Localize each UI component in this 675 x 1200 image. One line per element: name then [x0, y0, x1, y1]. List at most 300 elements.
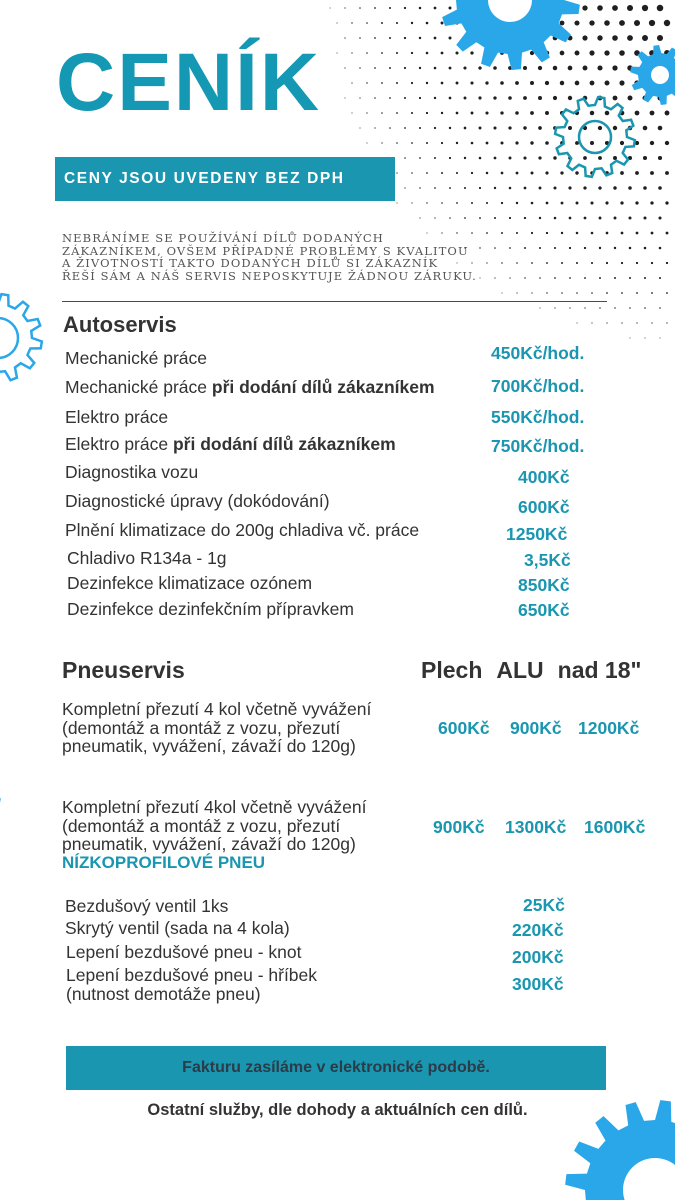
halftone-dot: [665, 171, 669, 175]
halftone-dot: [621, 322, 622, 323]
halftone-dot: [464, 127, 467, 130]
halftone-dot: [396, 82, 398, 84]
halftone-dot: [659, 277, 661, 279]
halftone-dot: [612, 35, 618, 41]
halftone-dot: [434, 217, 435, 218]
halftone-dot: [426, 82, 428, 84]
halftone-dot: [419, 67, 421, 69]
service-label: Mechanické práce: [65, 348, 208, 368]
divider: [62, 301, 607, 302]
halftone-dot: [389, 67, 391, 69]
halftone-dot: [479, 127, 482, 130]
halftone-dot: [524, 187, 527, 190]
halftone-dot: [381, 52, 383, 54]
halftone-dot: [411, 52, 413, 54]
halftone-dot: [629, 247, 632, 250]
halftone-dot: [554, 307, 555, 308]
halftone-dot: [636, 322, 637, 323]
halftone-dot: [456, 142, 458, 144]
halftone-dot: [643, 156, 647, 160]
halftone-dot: [404, 67, 406, 69]
halftone-dot: [614, 277, 616, 279]
halftone-dot: [642, 5, 648, 11]
halftone-dot: [621, 292, 623, 294]
gear-icon: [430, 0, 590, 80]
halftone-dot: [515, 111, 519, 115]
halftone-dot: [619, 20, 625, 26]
halftone-dot: [530, 111, 534, 115]
halftone-dot: [419, 157, 421, 159]
halftone-dot: [630, 338, 631, 339]
service-label: Mechanické práce při dodání dílů zákazníkem: [65, 377, 435, 397]
service-price: 450Kč/hod.: [491, 343, 585, 363]
disclaimer-line: NEBRÁNÍME SE POUŽÍVÁNÍ DÍLŮ DODANÝCH: [62, 231, 384, 245]
halftone-dot: [396, 172, 397, 173]
halftone-dot: [649, 20, 655, 26]
halftone-dot: [411, 172, 413, 174]
halftone-dot: [629, 277, 631, 279]
halftone-dot: [329, 7, 330, 8]
halftone-dot: [359, 37, 360, 38]
halftone-dot: [464, 97, 467, 100]
halftone-dot: [591, 232, 594, 235]
halftone-dot: [665, 201, 668, 204]
halftone-dot: [478, 96, 481, 99]
halftone-dot: [344, 37, 345, 38]
halftone-dot: [501, 172, 504, 175]
halftone-dot: [493, 126, 496, 129]
halftone-dot: [426, 142, 428, 144]
halftone-dot: [658, 216, 661, 219]
halftone-dot: [546, 262, 548, 264]
column-header-nad-18: nad 18": [557, 657, 642, 683]
halftone-dot: [426, 172, 428, 174]
halftone-dot: [659, 247, 662, 250]
halftone-dot: [404, 157, 406, 159]
halftone-dot: [650, 201, 653, 204]
halftone-dot: [434, 127, 436, 129]
tyre-package-description: [62, 798, 366, 872]
halftone-dot: [404, 7, 406, 9]
halftone-dot: [531, 172, 534, 175]
halftone-dot: [666, 262, 668, 264]
description-line: pneumatik, vyvážení, závaží do 120g): [62, 736, 356, 756]
halftone-dot: [644, 277, 646, 279]
extra-label: Bezdušový ventil 1ks: [65, 896, 229, 916]
halftone-dot: [494, 157, 497, 160]
halftone-dot: [597, 65, 602, 70]
halftone-dot: [575, 81, 580, 86]
halftone-dot: [666, 322, 667, 323]
halftone-dot: [658, 186, 662, 190]
halftone-dot: [500, 81, 504, 85]
halftone-dot: [515, 141, 518, 144]
halftone-dot: [589, 20, 594, 25]
halftone-dot: [389, 127, 391, 129]
halftone-dot: [396, 52, 398, 54]
halftone-dot: [620, 201, 623, 204]
halftone-dot: [515, 81, 519, 85]
halftone-dot: [366, 112, 367, 113]
halftone-dot: [485, 81, 488, 84]
halftone-dot: [516, 202, 518, 204]
halftone-dot: [411, 82, 413, 84]
halftone-dot: [644, 247, 647, 250]
halftone-dot: [569, 307, 570, 308]
halftone-dot: [644, 307, 646, 309]
halftone-dot: [470, 81, 473, 84]
halftone-dot: [591, 262, 593, 264]
price-alu: 1300Kč: [505, 817, 567, 837]
halftone-dot: [643, 126, 648, 131]
halftone-dot: [561, 292, 562, 293]
service-price: 550Kč/hod.: [491, 407, 585, 427]
halftone-dot: [441, 142, 443, 144]
halftone-dot: [561, 232, 563, 234]
halftone-dot: [479, 157, 482, 160]
halftone-dot: [411, 202, 412, 203]
halftone-dot: [500, 111, 503, 114]
halftone-dot: [404, 97, 406, 99]
halftone-dot: [666, 292, 668, 294]
halftone-dot: [619, 50, 625, 56]
halftone-dot: [351, 22, 352, 23]
halftone-dot: [389, 7, 391, 9]
halftone-dot: [538, 96, 542, 100]
halftone-dot: [344, 67, 345, 68]
disclaimer-line: ŘEŠÍ SÁM A NÁŠ SERVIS NEPOSKYTUJE ŽÁDNOU ZÁRUKU.: [62, 268, 477, 283]
halftone-dot: [605, 81, 610, 86]
halftone-dot: [456, 172, 458, 174]
halftone-dot: [344, 7, 345, 8]
halftone-dot: [614, 217, 617, 220]
halftone-dot: [538, 156, 541, 159]
halftone-dot: [569, 247, 571, 249]
halftone-dot: [589, 50, 594, 55]
halftone-dot: [560, 81, 564, 85]
halftone-dot: [397, 203, 398, 204]
halftone-dot: [576, 322, 577, 323]
halftone-dot: [351, 82, 352, 83]
halftone-dot: [471, 142, 474, 145]
halftone-dot: [531, 202, 534, 205]
service-label: Elektro práce při dodání dílů zákazníkem: [65, 434, 396, 454]
halftone-dot: [658, 156, 662, 160]
halftone-dot: [590, 81, 595, 86]
halftone-dot: [523, 96, 527, 100]
halftone-dot: [359, 67, 360, 68]
halftone-dot: [351, 52, 352, 53]
halftone-dot: [449, 157, 451, 159]
halftone-dot: [650, 171, 654, 175]
service-price: 750Kč/hod.: [491, 436, 585, 456]
halftone-dot: [374, 97, 376, 99]
halftone-dot: [599, 247, 601, 249]
halftone-dot: [628, 186, 632, 190]
halftone-dot: [597, 5, 603, 11]
halftone-dot: [629, 307, 631, 309]
halftone-dot: [494, 217, 496, 219]
halftone-dot: [389, 97, 391, 99]
service-label: Dezinfekce dezinfekčním přípravkem: [67, 599, 354, 619]
invoice-banner: Fakturu zasíláme v elektronické podobě.: [66, 1046, 606, 1090]
halftone-dot: [606, 292, 608, 294]
halftone-dot: [523, 126, 526, 129]
halftone-dot: [583, 186, 586, 189]
description-line: Kompletní přezutí 4kol včetně vyvážení: [62, 797, 367, 817]
halftone-dot: [614, 247, 616, 249]
halftone-dot: [538, 126, 542, 130]
halftone-dot: [599, 277, 601, 279]
halftone-dot: [419, 187, 420, 188]
gear-icon: [0, 750, 40, 840]
description-line: Kompletní přezutí 4 kol včetně vyvážení: [62, 699, 372, 719]
vat-banner: CENY JSOU UVEDENY BEZ DPH: [55, 157, 395, 201]
description-line: (demontáž a montáž z vozu, přezutí: [62, 815, 341, 836]
halftone-dot: [554, 217, 557, 220]
halftone-dot: [576, 232, 579, 235]
halftone-dot: [576, 292, 578, 294]
halftone-dot: [568, 186, 571, 189]
halftone-dot: [614, 307, 615, 308]
halftone-dot: [419, 7, 422, 10]
halftone-dot: [576, 262, 578, 264]
halftone-dot: [666, 232, 669, 235]
halftone-dot: [471, 172, 473, 174]
halftone-dot: [419, 97, 421, 99]
halftone-dot: [441, 112, 443, 114]
extra-price: 220Kč: [512, 920, 564, 940]
halftone-dot: [545, 81, 549, 85]
halftone-dot: [584, 307, 585, 308]
extra-label: Lepení bezdušové pneu - knot: [66, 942, 302, 962]
halftone-dot: [597, 35, 602, 40]
halftone-dot: [493, 96, 496, 99]
halftone-dot: [419, 37, 421, 39]
halftone-dot: [374, 67, 376, 69]
halftone-dot: [509, 187, 512, 190]
halftone-dot: [434, 97, 436, 99]
halftone-dot: [584, 247, 586, 249]
halftone-dot: [605, 201, 608, 204]
halftone-dot: [546, 232, 548, 234]
column-header-plech: Plech: [421, 657, 483, 683]
halftone-dot: [486, 142, 489, 145]
extra-label-line: (nutnost demotáže pneu): [66, 983, 261, 1004]
halftone-dot: [644, 337, 645, 338]
service-label: Plnění klimatizace do 200g chladiva vč. práce: [65, 520, 420, 540]
halftone-dot: [643, 186, 647, 190]
halftone-dot: [508, 126, 511, 129]
halftone-dot: [479, 187, 481, 189]
service-price: 3,5Kč: [524, 550, 571, 570]
service-label: Diagnostika vozu: [65, 462, 199, 482]
halftone-dot: [464, 187, 466, 189]
halftone-dot: [351, 112, 352, 113]
halftone-dot: [606, 232, 609, 235]
service-price: 600Kč: [518, 497, 570, 517]
halftone-dot: [650, 141, 654, 145]
halftone-dot: [411, 142, 413, 144]
halftone-dot: [426, 112, 428, 114]
halftone-dot: [508, 96, 512, 100]
halftone-dot: [359, 7, 361, 9]
halftone-dot: [404, 37, 406, 39]
halftone-dot: [636, 262, 638, 264]
halftone-dot: [426, 202, 427, 203]
halftone-dot: [389, 37, 391, 39]
halftone-dot: [396, 22, 398, 24]
halftone-dot: [628, 216, 631, 219]
halftone-dot: [604, 50, 609, 55]
halftone-dot: [344, 97, 345, 98]
halftone-dot: [584, 217, 587, 220]
halftone-dot: [509, 217, 511, 219]
halftone-dot: [449, 187, 451, 189]
halftone-dot: [464, 157, 466, 159]
halftone-dot: [456, 112, 459, 115]
halftone-dot: [613, 186, 616, 189]
halftone-dot: [591, 322, 592, 323]
halftone-dot: [426, 52, 429, 55]
section-title-pneuservis: Pneuservis: [62, 657, 185, 683]
disclaimer-text: [62, 232, 542, 282]
halftone-dot: [441, 172, 443, 174]
halftone-dot: [530, 141, 533, 144]
halftone-dot: [524, 217, 526, 219]
gear-outline-icon: [0, 290, 50, 390]
halftone-dot: [658, 126, 663, 131]
halftone-dot: [419, 127, 421, 129]
halftone-dot: [636, 232, 639, 235]
extra-price: 25Kč: [523, 895, 565, 915]
halftone-dot: [381, 112, 383, 114]
halftone-dot: [635, 201, 638, 204]
halftone-dot: [419, 217, 420, 218]
service-label: Chladivo R134a - 1g: [67, 548, 227, 568]
halftone-dot: [546, 202, 549, 205]
halftone-dot: [612, 65, 617, 70]
halftone-dot: [636, 292, 638, 294]
halftone-dot: [501, 202, 503, 204]
halftone-dot: [606, 262, 608, 264]
extra-label-line: Lepení bezdušové pneu - hříbek: [66, 965, 318, 985]
column-header-alu: ALU: [496, 657, 544, 683]
halftone-dot: [366, 22, 368, 24]
extra-label: Skrytý ventil (sada na 4 kola): [65, 918, 290, 938]
description-line: (demontáž a montáž z vozu, přezutí: [62, 717, 341, 738]
halftone-dot: [569, 217, 572, 220]
service-price: 650Kč: [518, 600, 570, 620]
page-title: CENÍK: [56, 37, 322, 128]
halftone-dot: [366, 82, 367, 83]
service-price: 700Kč/hod.: [491, 376, 585, 396]
halftone-dot: [651, 292, 653, 294]
service-label: Elektro práce: [65, 407, 169, 427]
halftone-dot: [598, 186, 601, 189]
low-profile-note: NÍZKOPROFILOVÉ PNEU: [62, 852, 266, 872]
halftone-dot: [359, 97, 360, 98]
halftone-dot: [523, 156, 526, 159]
halftone-dot: [501, 292, 502, 293]
halftone-dot: [441, 202, 443, 204]
halftone-dot: [604, 20, 610, 26]
halftone-dot: [664, 20, 670, 26]
disclaimer-line: A ŽIVOTNOSTÍ TAKTO DODANÝCH DÍLŮ SI ZÁKAZNÍK: [62, 256, 439, 270]
halftone-dot: [584, 277, 586, 279]
halftone-dot: [366, 142, 367, 143]
halftone-dot: [381, 142, 382, 143]
halftone-dot: [569, 277, 571, 279]
halftone-dot: [479, 217, 481, 219]
gear-outline-icon: [548, 90, 643, 185]
halftone-dot: [659, 307, 661, 309]
halftone-dot: [599, 217, 602, 220]
halftone-dot: [634, 20, 640, 26]
halftone-dot: [657, 5, 664, 12]
halftone-dot: [651, 322, 652, 323]
halftone-dot: [396, 112, 398, 114]
halftone-dot: [486, 172, 489, 175]
halftone-dot: [643, 216, 646, 219]
halftone-dot: [546, 292, 547, 293]
halftone-dot: [539, 307, 540, 308]
halftone-dot: [374, 7, 376, 9]
halftone-dot: [591, 292, 593, 294]
halftone-dot: [621, 232, 624, 235]
halftone-dot: [516, 172, 519, 175]
halftone-dot: [336, 22, 337, 23]
halftone-dot: [539, 187, 542, 190]
halftone-dot: [612, 5, 618, 11]
description-line: pneumatik, vyvážení, závaží do 120g): [62, 834, 356, 854]
halftone-dot: [530, 81, 534, 85]
halftone-dot: [576, 202, 579, 205]
halftone-dot: [531, 292, 532, 293]
price-plech: 900Kč: [433, 817, 485, 837]
halftone-dot: [434, 187, 436, 189]
halftone-dot: [471, 112, 474, 115]
halftone-dot: [404, 187, 405, 188]
halftone-dot: [336, 52, 337, 53]
extra-price: 300Kč: [512, 974, 564, 994]
halftone-dot: [411, 112, 413, 114]
halftone-dot: [659, 337, 660, 338]
halftone-dot: [366, 52, 368, 54]
price-nad-18: 1600Kč: [584, 817, 646, 837]
extra-price: 200Kč: [512, 947, 564, 967]
halftone-dot: [554, 247, 556, 249]
halftone-dot: [441, 82, 444, 85]
service-price: 850Kč: [518, 575, 570, 595]
halftone-dot: [486, 202, 488, 204]
halftone-dot: [374, 37, 376, 39]
tyre-package-description: [62, 700, 371, 756]
halftone-dot: [561, 202, 564, 205]
halftone-dot: [494, 187, 496, 189]
halftone-dot: [359, 127, 360, 128]
halftone-dot: [651, 262, 653, 264]
disclaimer-line: ZÁKAZNÍKEM, OVŠEM PŘÍPADNÉ PROBLÉMY S KVALITOU: [62, 243, 469, 258]
halftone-dot: [426, 22, 429, 25]
halftone-dot: [554, 277, 556, 279]
halftone-dot: [464, 217, 466, 219]
halftone-dot: [471, 202, 473, 204]
halftone-dot: [381, 82, 383, 84]
halftone-dot: [449, 217, 451, 219]
halftone-dot: [599, 307, 600, 308]
halftone-dot: [516, 292, 517, 293]
